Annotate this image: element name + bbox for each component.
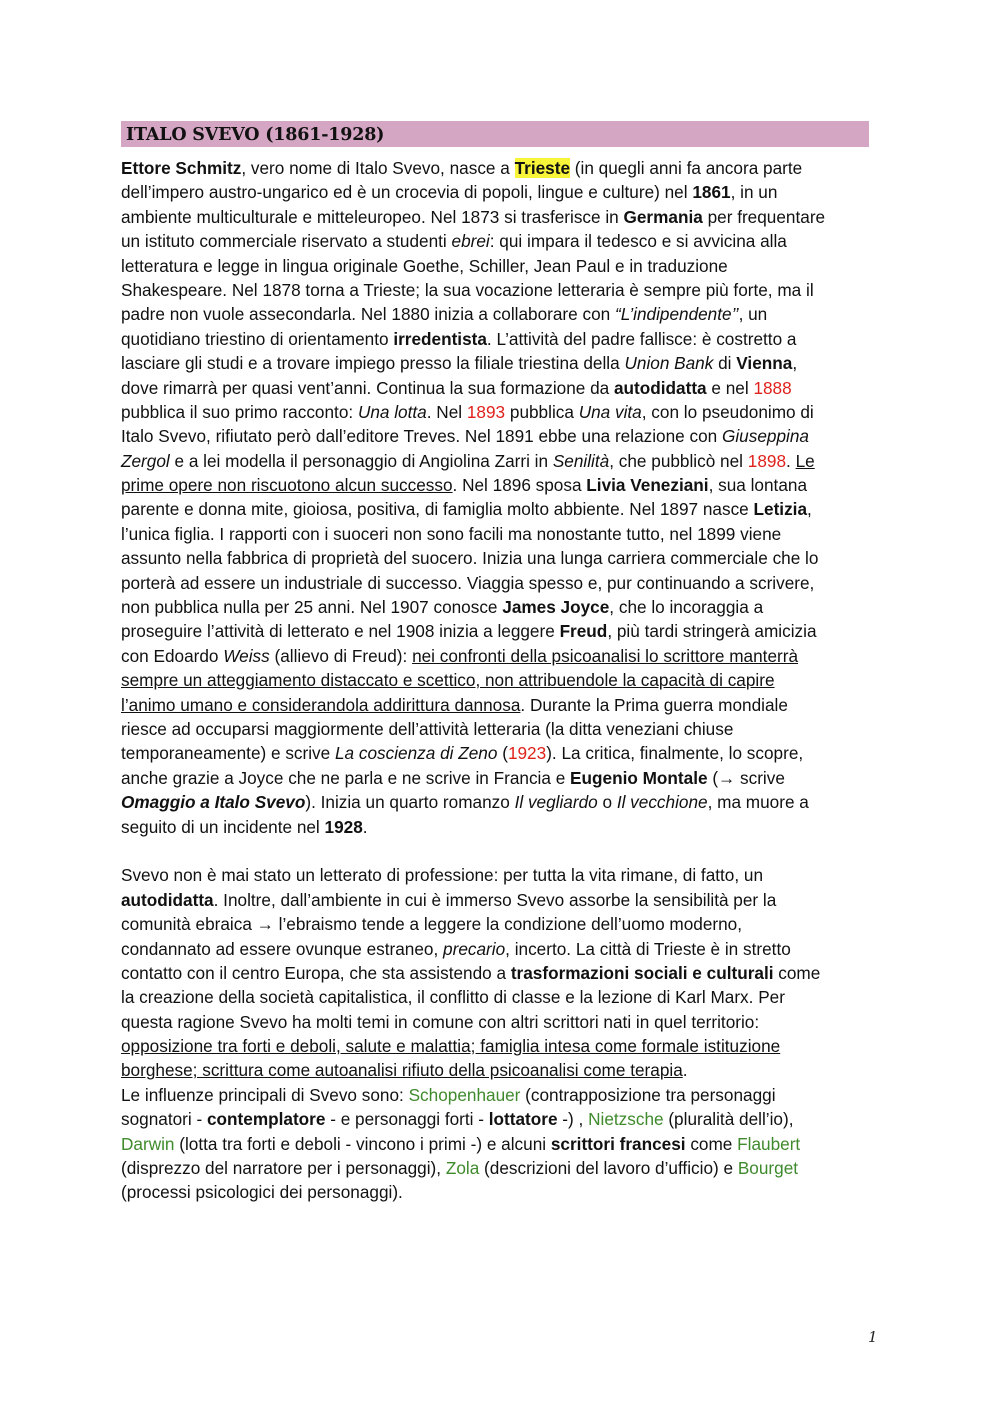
text-run: Zola — [445, 1158, 480, 1179]
text-run: , più tardi stringerà amicizia — [607, 621, 817, 642]
text-line — [121, 1034, 881, 1058]
text-run: assunto nella fabbrica di proprietà del suocero. Inizia una lunga carriera commerciale che lo — [121, 548, 819, 569]
text-run: . — [362, 816, 368, 837]
text-line — [121, 229, 881, 253]
text-run: Vienna — [736, 353, 793, 374]
text-run: . Nel — [426, 401, 467, 422]
text-line — [121, 546, 881, 570]
text-run: Il vegliardo — [514, 792, 598, 813]
text-run: parente e donna mite, gioiosa, positiva, di famiglia molto abbiente. Nel 1897 nasce — [121, 499, 754, 520]
text-run: prime opere non riscuotono alcun successo — [121, 475, 453, 496]
text-run: . — [682, 1060, 688, 1081]
text-run: Letizia — [753, 499, 807, 520]
text-run: , ma muore a — [707, 792, 809, 813]
page-title: ITALO SVEVO (1861-1928) — [126, 125, 385, 145]
text-run: pubblica il suo primo racconto: — [121, 401, 358, 422]
text-run: (allievo di Freud): — [269, 645, 413, 666]
text-run: anche grazie a Joyce che ne parla e ne scrive in Francia e — [121, 767, 571, 788]
text-run: “L’indipendente’’ — [614, 304, 739, 325]
text-run: dove rimarrà per quasi vent’anni. Continua la sua formazione da — [121, 377, 614, 398]
text-line — [121, 766, 881, 790]
text-run: precario — [443, 938, 506, 959]
text-line — [121, 1180, 881, 1204]
text-line — [121, 522, 881, 546]
text-run: borghese; scrittura come autoanalisi rifiuto della psicoanalisi come terapia — [121, 1060, 683, 1081]
text-run: quotidiano triestino di orientamento — [121, 328, 394, 349]
text-line — [121, 912, 881, 936]
text-run: lottatore — [488, 1109, 558, 1130]
text-run: Le — [795, 450, 815, 471]
text-run: Germania — [623, 206, 703, 227]
text-run: contemplatore — [206, 1109, 326, 1130]
text-run: l’animo umano e considerandola addirittura dannosa — [121, 694, 521, 715]
text-line — [121, 863, 881, 887]
text-run: Omaggio a Italo Svevo — [121, 792, 306, 813]
text-run: padre non vuole assecondarla. Nel 1880 inizia a collaborare con — [121, 304, 615, 325]
text-line — [121, 741, 881, 765]
text-run: ebrei — [451, 231, 490, 252]
text-line — [121, 888, 881, 912]
text-run: , che pubblicò nel — [609, 450, 748, 471]
text-run: un istituto commerciale riservato a studenti — [121, 231, 452, 252]
text-line — [121, 424, 881, 448]
text-run: , in un — [730, 182, 778, 203]
text-run: (in quegli anni fa ancora parte — [570, 158, 803, 178]
text-line — [121, 473, 881, 497]
text-run: (pluralità dell’io), — [663, 1109, 794, 1130]
text-line — [121, 790, 881, 814]
text-run: La coscienza di Zeno — [335, 743, 498, 764]
text-run: (processi psicologici dei personaggi). — [121, 1182, 403, 1203]
text-run: autodidatta — [613, 377, 707, 398]
text-run: Zergol — [121, 450, 170, 471]
text-run: , un — [738, 304, 768, 325]
text-run: 1928 — [324, 816, 363, 837]
text-line — [121, 815, 881, 839]
text-run: dell’impero austro-ungarico ed è un crocevia di popoli, lingue e culture) nel — [121, 182, 693, 203]
text-run: Weiss — [223, 645, 270, 666]
text-run: l’unica figlia. I rapporti con i suoceri non sono facili ma nonostante tutto, nel 1899 viene — [121, 523, 782, 544]
text-run: opposizione tra forti e deboli, salute e malattia; famiglia intesa come formale istituzione — [121, 1036, 781, 1057]
text-line — [121, 717, 881, 741]
text-run: e a lei modella il personaggio di Angiolina Zarri in — [169, 450, 553, 471]
text-run: pubblica — [505, 401, 579, 422]
text-run: 1888 — [753, 377, 792, 398]
text-run: Senilità — [552, 450, 610, 471]
text-run: proseguire l’attività di letterato e nel 1908 inizia a leggere — [121, 621, 560, 642]
text-run: Schopenhauer — [408, 1084, 521, 1105]
text-run: -) , — [557, 1109, 589, 1130]
text-run: sempre un atteggiamento distaccato e scettico, non attribuendole la capacità di capire — [121, 670, 775, 691]
text-run: Giuseppina — [721, 426, 809, 447]
text-line — [121, 937, 881, 961]
text-run: , — [792, 353, 798, 374]
text-run: Union Bank — [624, 353, 714, 374]
text-run: 1923 — [507, 743, 547, 764]
text-run: Eugenio Montale — [570, 767, 708, 788]
text-run: , che lo incoraggia a — [609, 597, 764, 618]
text-run: , vero nome di Italo Svevo, nasce a — [241, 158, 515, 178]
text-run: Bourget — [737, 1158, 799, 1179]
text-run: . L’attività del padre fallisce: è costretto a — [486, 328, 797, 349]
text-run: , — [807, 499, 812, 520]
text-run: . Inoltre, dall’ambiente in cui è immerso Svevo assorbe la sensibilità per la — [213, 889, 777, 910]
text-line — [121, 619, 881, 643]
text-run: porterà ad essere un industriale di successo. Viaggia spesso e, pur continuando a scrivere, — [121, 572, 815, 593]
text-run: contatto con il centro Europa, che sta assistendo a — [121, 962, 511, 983]
text-run: questa ragione Svevo ha molti temi in comune con altri scrittori nati in quel territorio: — [121, 1011, 760, 1032]
text-line — [121, 205, 881, 229]
text-line — [121, 156, 881, 180]
text-run: James Joyce — [502, 597, 610, 618]
text-run: 1898 — [747, 450, 787, 471]
text-run: seguito di un incidente nel — [121, 816, 325, 837]
text-run: e nel — [706, 377, 754, 398]
text-run: Trieste — [514, 158, 571, 178]
text-line — [121, 327, 881, 351]
text-run: , incerto. La città di Trieste è in stretto — [505, 938, 791, 959]
text-line — [121, 644, 881, 668]
text-run: ). La critica, finalmente, lo scopre, — [546, 743, 804, 764]
text-line — [121, 1107, 881, 1131]
text-run: Flaubert — [737, 1133, 801, 1154]
text-run: Il vecchione — [616, 792, 708, 813]
text-run: : qui impara il tedesco e si avvicina alla — [489, 231, 787, 252]
text-run: nei confronti della psicoanalisi lo scrittore manterrà — [412, 645, 799, 666]
text-run: (→ scrive — [707, 767, 785, 788]
text-run: (lotta tra forti e deboli - vincono i primi -) e alcuni — [174, 1133, 551, 1154]
text-run: . — [786, 450, 796, 471]
text-run: . Durante la Prima guerra mondiale — [520, 694, 788, 715]
text-line — [121, 449, 881, 473]
text-line — [121, 985, 881, 1009]
text-run: per frequentare — [702, 206, 826, 227]
text-line — [121, 1010, 881, 1034]
text-line — [121, 254, 881, 278]
text-run: con Edoardo — [121, 645, 224, 666]
text-run: o — [597, 792, 617, 813]
text-run: ). Inizia un quarto romanzo — [305, 792, 515, 813]
text-run: Freud — [559, 621, 608, 642]
text-line — [121, 1058, 881, 1082]
text-run: Ettore Schmitz — [121, 158, 242, 178]
text-run: Le influenze principali di Svevo sono: — [121, 1084, 409, 1105]
text-run: Darwin — [121, 1133, 175, 1154]
text-run: Una lotta — [357, 401, 427, 422]
text-run: Una vita — [578, 401, 642, 422]
text-run: (descrizioni del lavoro d’ufficio) e — [479, 1158, 738, 1179]
text-run: di — [713, 353, 737, 374]
text-line — [121, 1132, 881, 1156]
text-run: riesce ad occuparsi maggiormente dell’attività letteraria (la ditta veneziani chiuse — [121, 718, 734, 739]
text-line — [121, 1156, 881, 1180]
text-run: sognatori - — [121, 1109, 207, 1130]
text-run: 1861 — [692, 182, 731, 203]
text-run: . Nel 1896 sposa — [452, 475, 587, 496]
text-run: irredentista — [393, 328, 487, 349]
text-run: condannato ad essere ovunque estraneo, — [121, 938, 444, 959]
text-run: trasformazioni sociali e culturali — [510, 962, 774, 983]
text-run: come — [773, 962, 821, 983]
text-run: temporaneamente) e scrive — [121, 743, 335, 764]
text-run: scrittori francesi — [550, 1133, 686, 1154]
text-run: autodidatta — [121, 889, 214, 910]
text-line — [121, 571, 881, 595]
text-run: Svevo non è mai stato un letterato di professione: per tutta la vita rimane, di fatto, un — [121, 865, 764, 886]
text-run: letteratura e legge in lingua originale Goethe, Schiller, Jean Paul e in traduzione — [121, 255, 728, 276]
text-line — [121, 497, 881, 521]
text-line — [121, 961, 881, 985]
blank-line — [121, 839, 881, 863]
text-line — [121, 668, 881, 692]
text-run: come — [685, 1133, 738, 1154]
text-run: - e personaggi forti - — [325, 1109, 489, 1130]
text-run: , con lo pseudonimo di — [641, 401, 814, 422]
text-run: (contrapposizione tra personaggi — [520, 1084, 776, 1105]
text-line — [121, 302, 881, 326]
text-run: non pubblica nulla per 25 anni. Nel 1907 conosce — [121, 597, 503, 618]
text-line — [121, 180, 881, 204]
text-line — [121, 376, 881, 400]
text-run: ambiente multiculturale e mitteleuropeo. Nel 1873 si trasferisce in — [121, 206, 624, 227]
text-run: (disprezzo del narratore per i personaggi), — [121, 1158, 446, 1179]
text-run: Nietzsche — [588, 1109, 664, 1130]
text-line — [121, 351, 881, 375]
text-line — [121, 400, 881, 424]
text-run: 1893 — [466, 401, 506, 422]
text-line — [121, 278, 881, 302]
text-run: ( — [497, 743, 508, 764]
page-number: 1 — [868, 1328, 878, 1346]
text-run: Shakespeare. Nel 1878 torna a Trieste; la sua vocazione letteraria è sempre più forte, ma il — [121, 279, 814, 300]
text-run: , sua lontana — [708, 475, 808, 496]
text-line — [121, 693, 881, 717]
text-run: comunità ebraica → l’ebraismo tende a leggere la condizione dell’uomo moderno, — [121, 914, 743, 935]
text-line — [121, 595, 881, 619]
text-line — [121, 1083, 881, 1107]
text-run: la creazione della società capitalistica, il conflitto di classe e la lezione di Karl Marx. Per — [121, 987, 785, 1008]
text-run: lasciare gli studi e a trovare impiego presso la filiale triestina della — [121, 353, 625, 374]
text-run: Livia Veneziani — [586, 475, 709, 496]
body-text — [121, 156, 881, 1205]
text-run: Italo Svevo, rifiutato però dall’editore Treves. Nel 1891 ebbe una relazione con — [121, 426, 722, 447]
